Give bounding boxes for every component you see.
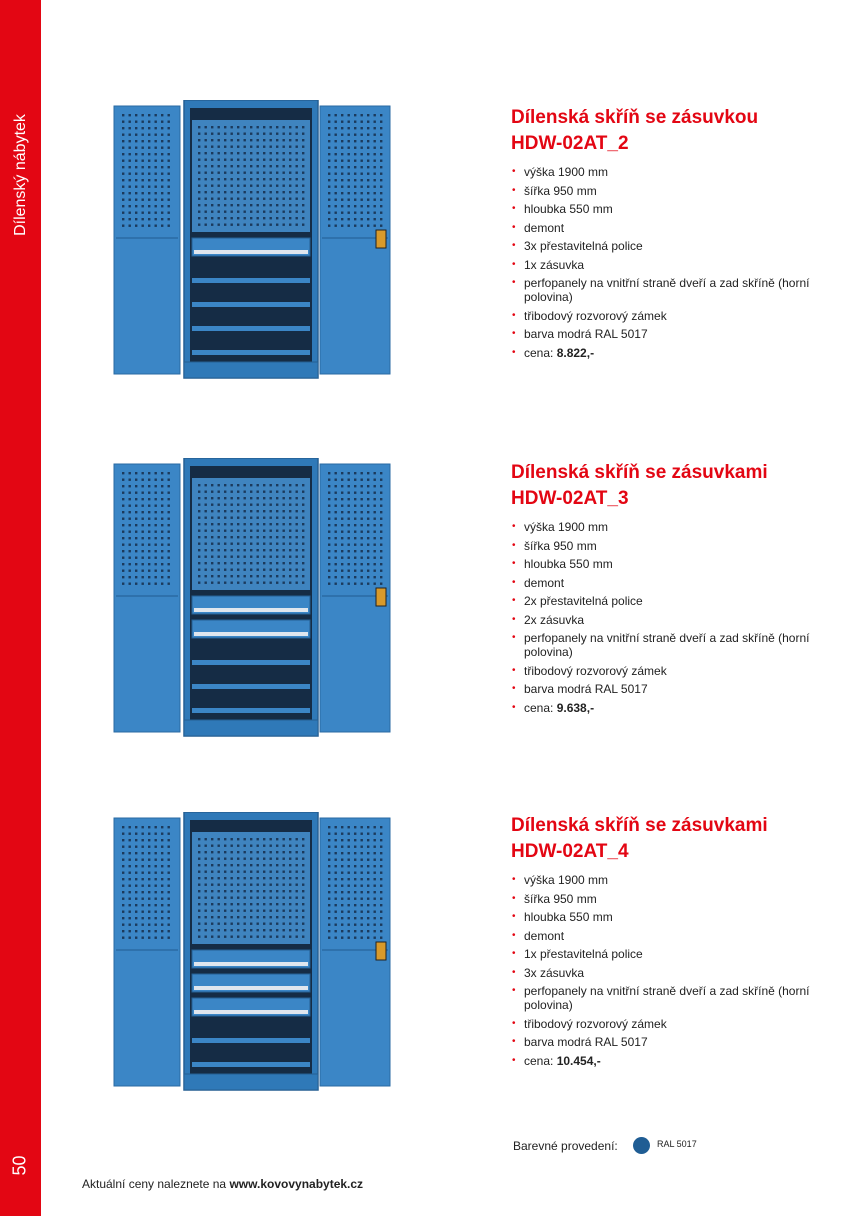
spec-item: • perfopanely na vnitřní straně dveří a zad skříně (horní polovina) [511, 276, 831, 304]
footer [82, 1177, 363, 1191]
shelf [192, 684, 310, 689]
lock-icon [376, 230, 386, 248]
cabinet-base [184, 720, 318, 736]
product-info [511, 813, 831, 1072]
shelf [192, 708, 310, 713]
spec-item: • 1x zásuvka [511, 258, 831, 272]
product-card [0, 812, 860, 1112]
spec-item: • barva modrá RAL 5017 [511, 1035, 831, 1049]
price-label: cena: [524, 700, 554, 715]
spec-item: • barva modrá RAL 5017 [511, 682, 831, 696]
lock-icon [376, 588, 386, 606]
drawer-handle [194, 632, 308, 636]
spec-item: • výška 1900 mm [511, 165, 831, 179]
spec-item: • 2x zásuvka [511, 613, 831, 627]
shelf [192, 326, 310, 331]
cabinet-base [184, 362, 318, 378]
left-door [114, 818, 180, 1086]
shelf [192, 1038, 310, 1043]
spec-item: • barva modrá RAL 5017 [511, 327, 831, 341]
price-label: cena: [524, 1053, 554, 1068]
shelf [192, 660, 310, 665]
drawer-handle [194, 986, 308, 990]
product-name: Dílenská skříň se zásuvkami [511, 462, 768, 483]
product-title [511, 813, 831, 865]
spec-item: • 3x zásuvka [511, 966, 831, 980]
spec-item: • perfopanely na vnitřní straně dveří a zad skříně (horní polovina) [511, 631, 831, 659]
price-item [511, 346, 831, 360]
product-card [0, 458, 860, 758]
product-name: Dílenská skříň se zásuvkou [511, 107, 759, 128]
back-panel [192, 120, 310, 232]
spec-list [511, 520, 831, 715]
spec-item: • výška 1900 mm [511, 873, 831, 887]
cabinet-base [184, 1074, 318, 1090]
spec-item: • šířka 950 mm [511, 892, 831, 906]
spec-item: • demont [511, 576, 831, 590]
lock-icon [376, 942, 386, 960]
product-code: HDW-02AT_4 [511, 841, 629, 862]
drawer-handle [194, 608, 308, 612]
left-door [114, 106, 180, 374]
drawer-handle [194, 962, 308, 966]
spec-item: • třibodový rozvorový zámek [511, 309, 831, 323]
price-value: 8.822,- [556, 345, 595, 360]
price-item [511, 1054, 831, 1068]
cabinet-image [112, 100, 394, 380]
spec-item: • 1x přestavitelná police [511, 947, 831, 961]
drawer-handle [194, 250, 308, 254]
spec-item: • 3x přestavitelná police [511, 239, 831, 253]
spec-item: • demont [511, 929, 831, 943]
product-info [511, 105, 831, 364]
left-door [114, 464, 180, 732]
product-code: HDW-02AT_3 [511, 488, 629, 509]
spec-item: • třibodový rozvorový zámek [511, 1017, 831, 1031]
color-legend-label: Barevné provedení: [513, 1139, 618, 1153]
shelf [192, 302, 310, 307]
shelf [192, 1062, 310, 1067]
spec-list [511, 165, 831, 360]
footer-website-link[interactable]: www.kovovynabytek.cz [229, 1177, 364, 1191]
spec-item: • hloubka 550 mm [511, 910, 831, 924]
product-name: Dílenská skříň se zásuvkami [511, 815, 768, 836]
price-value: 9.638,- [556, 700, 595, 715]
cabinet-image [112, 458, 394, 738]
product-info [511, 460, 831, 719]
back-panel [192, 832, 310, 944]
spec-item: • hloubka 550 mm [511, 557, 831, 571]
cabinet-image [112, 812, 394, 1092]
spec-item: • 2x přestavitelná police [511, 594, 831, 608]
color-swatch-name: RAL 5017 [657, 1139, 697, 1149]
spec-item: • výška 1900 mm [511, 520, 831, 534]
product-card [0, 100, 860, 400]
spec-item: • perfopanely na vnitřní straně dveří a zad skříně (horní polovina) [511, 984, 831, 1012]
back-panel [192, 478, 310, 590]
drawer-handle [194, 1010, 308, 1014]
price-label: cena: [524, 345, 554, 360]
spec-item: • třibodový rozvorový zámek [511, 664, 831, 678]
page-number-label: 50 [9, 1154, 30, 1176]
footer-text: Aktuální ceny naleznete na [82, 1177, 227, 1191]
sidebar-category-label: Dílenský nábytek [12, 114, 29, 236]
color-swatch [633, 1137, 650, 1154]
spec-list [511, 873, 831, 1068]
spec-item: • šířka 950 mm [511, 539, 831, 553]
shelf [192, 350, 310, 355]
spec-item: • demont [511, 221, 831, 235]
price-item [511, 701, 831, 715]
product-title [511, 105, 831, 157]
spec-item: • hloubka 550 mm [511, 202, 831, 216]
product-title [511, 460, 831, 512]
product-code: HDW-02AT_2 [511, 133, 629, 154]
spec-item: • šířka 950 mm [511, 184, 831, 198]
shelf [192, 278, 310, 283]
price-value: 10.454,- [556, 1053, 601, 1068]
page-number [2, 1150, 38, 1180]
